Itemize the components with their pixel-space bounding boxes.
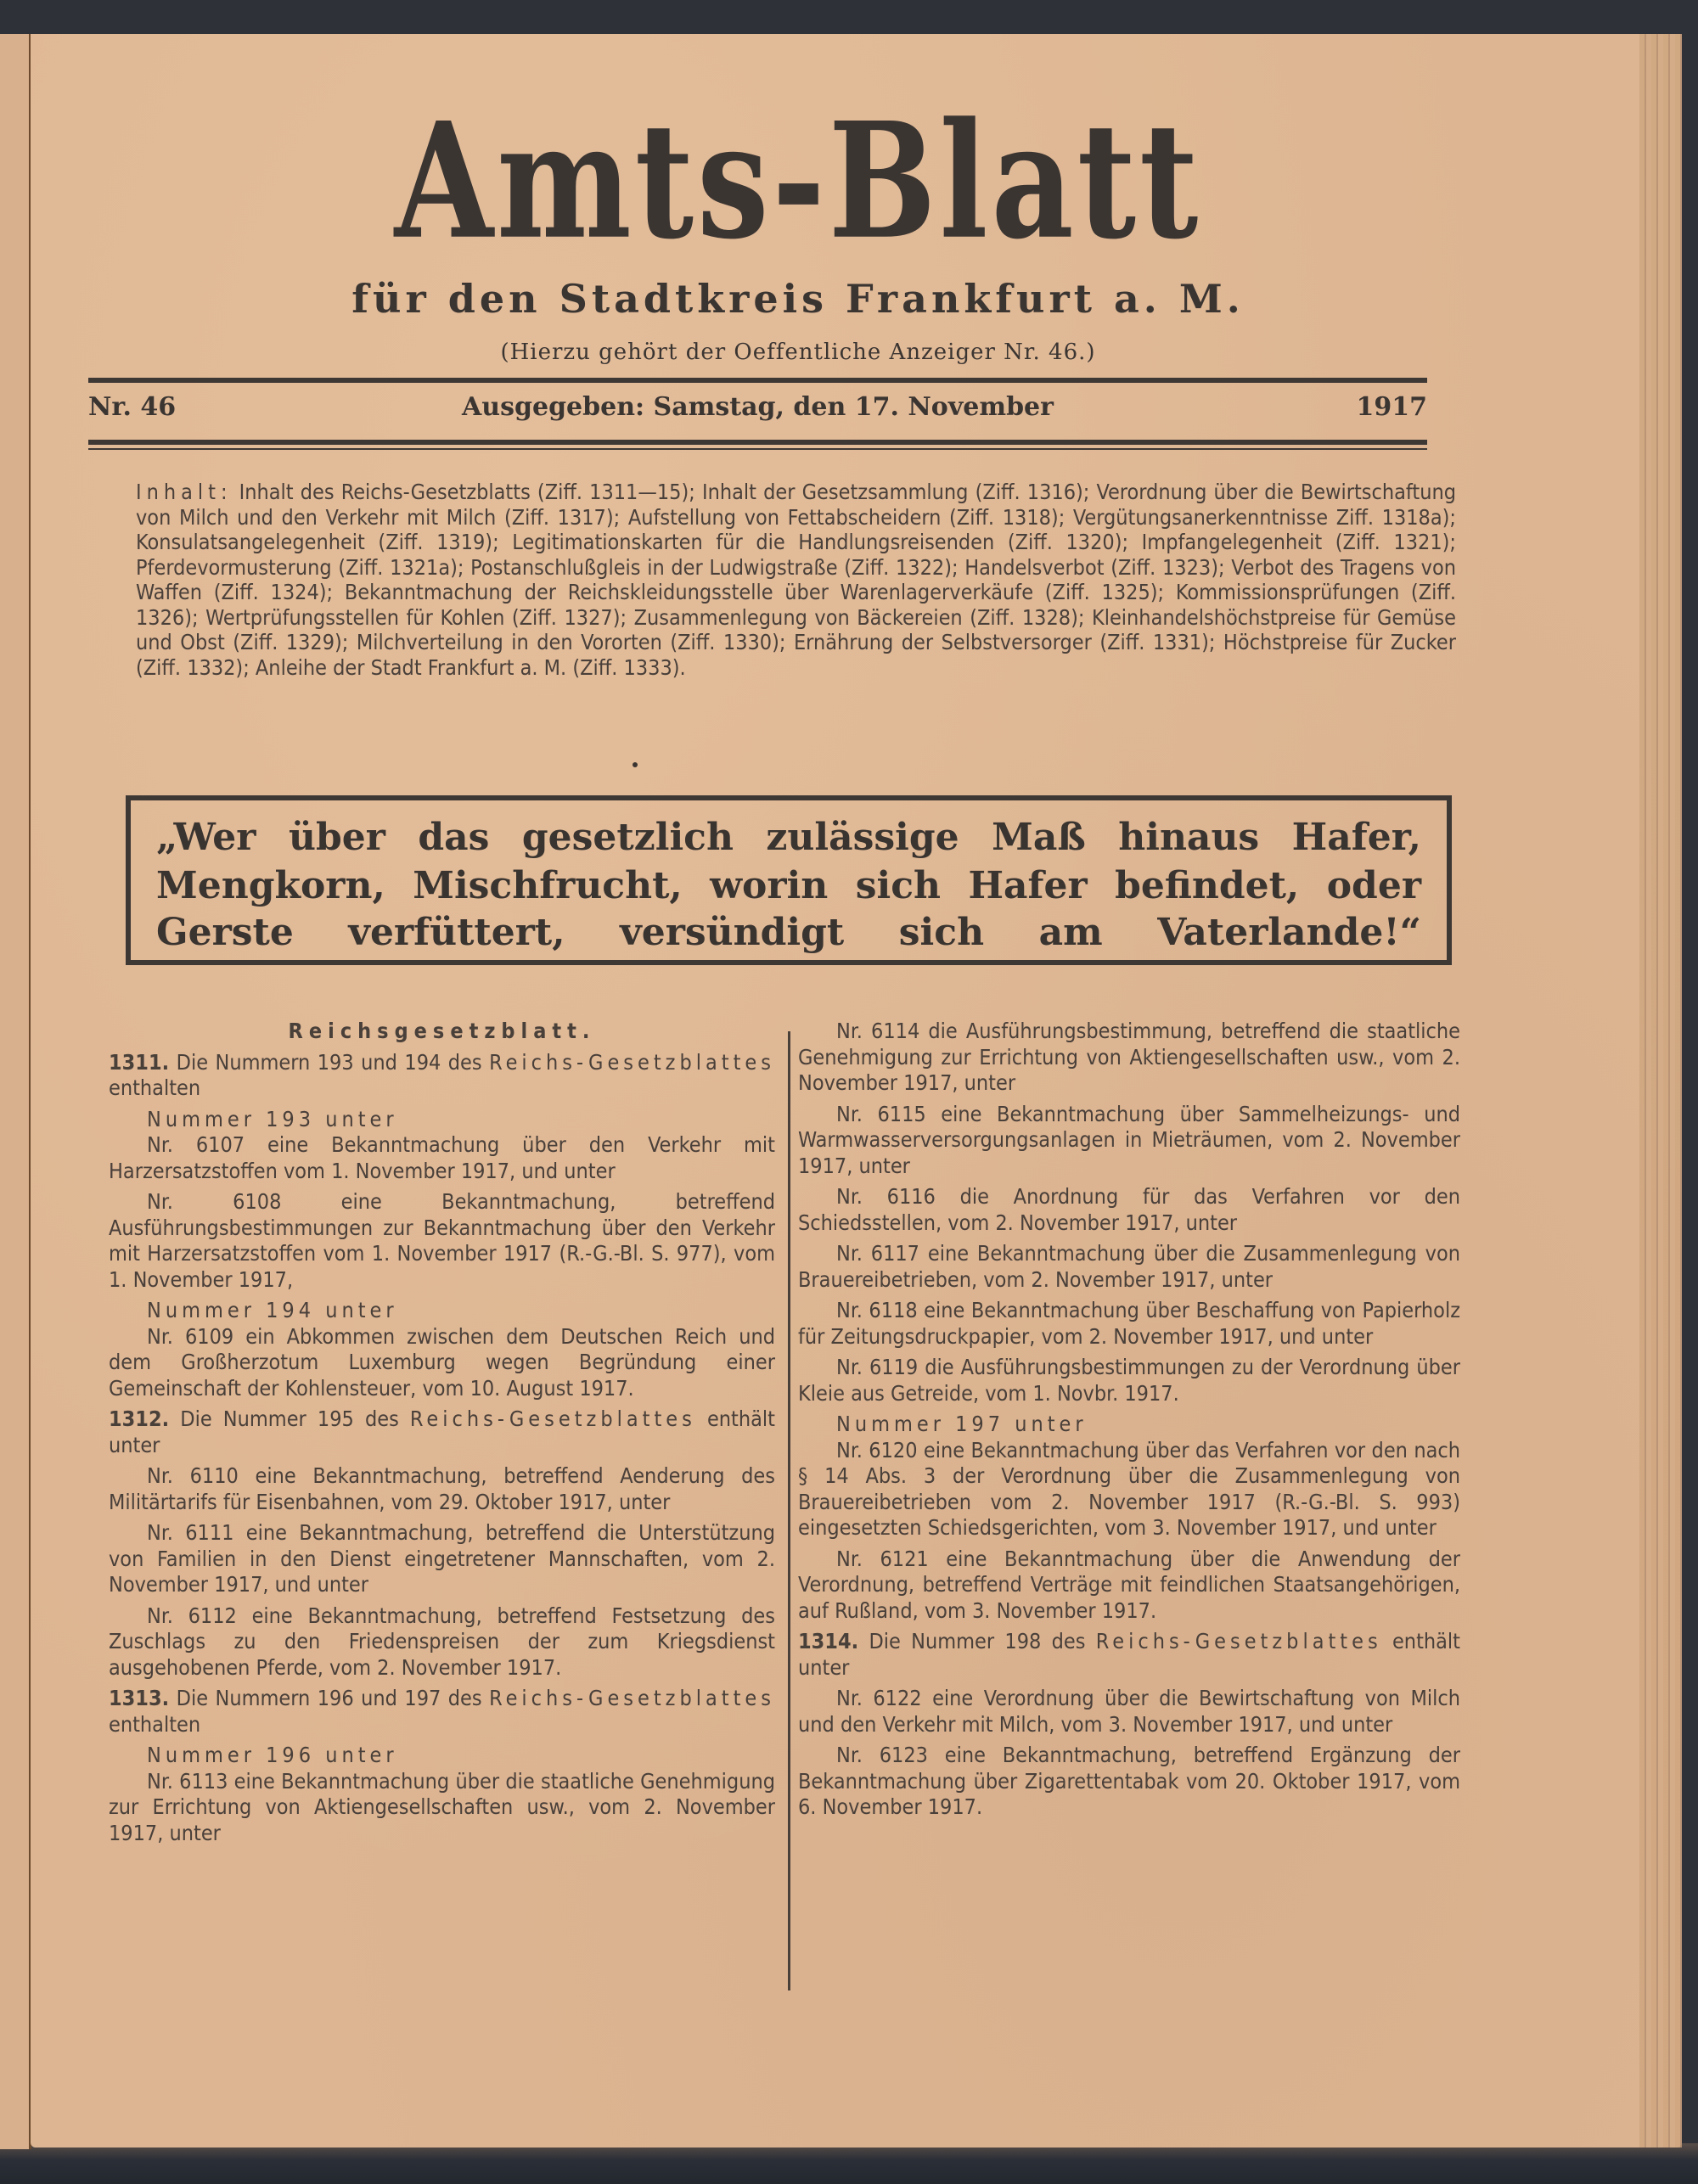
gazette-item: Nr. 6114 die Ausführungsbestimmung, betreffend die staatliche Genehmigung zur Errichtung von Aktiengesellschaften usw., vom 2. November 1917, unter: [798, 1019, 1460, 1095]
issue-year: 1917: [1356, 392, 1427, 422]
gazette-entry: [109, 1686, 775, 1738]
right-column: [798, 1019, 1460, 1826]
gazette-item: Nr. 6119 die Ausführungsbestimmungen zu der Verordnung über Kleie aus Getreide, vom 1. Novbr. 1917.: [798, 1355, 1460, 1406]
header-rule-thin: [88, 448, 1427, 450]
gazette-item: Nr. 6123 eine Bekanntmachung, betreffend Ergänzung der Bekanntmachung über Zigarettentabak vom 20. Oktober 1917, vom 6. November 1917.: [798, 1743, 1460, 1819]
entry-text: Die Nummer 195 des: [180, 1406, 410, 1431]
header-rule-top: [88, 378, 1427, 383]
entry-spaced-title: Reichs-Gesetzblattes: [489, 1049, 775, 1075]
gazette-item: Nr. 6116 die Anordnung für das Verfahren vor den Schiedsstellen, vom 2. November 1917, unter: [798, 1184, 1460, 1235]
gazette-item: Nr. 6121 eine Bekanntmachung über die Anwendung der Verordnung, betreffend Verträge mit feindlichen Staatsangehörigen, auf Rußland, vom 3. November 1917.: [798, 1546, 1460, 1623]
gazette-entry: [109, 1406, 775, 1458]
notice-box: [126, 795, 1452, 965]
notice-line: Mengkorn, Mischfrucht, worin sich Hafer befindet, oder: [156, 864, 1421, 907]
gazette-item: Nr. 6107 eine Bekanntmachung über den Verkehr mit Harzersatzstoffen vom 1. November 1917, und unter: [109, 1132, 775, 1183]
page-stack-edge: [1639, 34, 1682, 2148]
entry-spaced-title: Reichs-Gesetzblattes: [1095, 1629, 1382, 1653]
gazette-item: Nr. 6108 eine Bekanntmachung, betreffend Ausführungsbestimmungen zur Bekanntmachung über den Verkehr mit Harzersatzstoffen vom 1. November 1917 (R.-G.-Bl. S. 977), vom 1. November 1917,: [109, 1189, 775, 1292]
entry-text: enthalten: [109, 1075, 201, 1100]
header-rule-bottom: [88, 440, 1427, 445]
gazette-item: Nr. 6122 eine Verordnung über die Bewirtschaftung von Milch und den Verkehr mit Milch, vom 3. November 1917, und unter: [798, 1686, 1460, 1737]
book-cover: [0, 2143, 1698, 2184]
issue-date: Ausgegeben: Samstag, den 17. November: [462, 392, 1054, 422]
table-of-contents: [136, 480, 1456, 680]
entry-number: 1312.: [109, 1406, 170, 1431]
gazette-item: Nr. 6117 eine Bekanntmachung über die Zusammenlegung von Brauereibetrieben, vom 2. November 1917, unter: [798, 1241, 1460, 1292]
entry-text: enthält unter: [109, 1406, 775, 1457]
gazette-item: Nr. 6115 eine Bekanntmachung über Sammelheizungs- und Warmwasserversorgungsanlagen in Mieträumen, vom 2. November 1917, unter: [798, 1101, 1460, 1178]
entry-number: 1311.: [109, 1049, 170, 1075]
issue-subheading: Nummer 196 unter: [147, 1743, 398, 1767]
issue-subheading: Nummer 193 unter: [147, 1106, 398, 1131]
gazette-item: Nr. 6120 eine Bekanntmachung über das Verfahren vor den nach § 14 Abs. 3 der Verordnung über die Zusammenlegung von Brauereibetrieben vom 2. November 1917 (R.-G.-Bl. S. 993) eingesetzten Schiedsgerichten, vom 3. November 1917, und unter: [798, 1437, 1460, 1540]
entry-text: Die Nummern 193 und 194 des: [176, 1049, 490, 1075]
entry-spaced-title: Reichs-Gesetzblattes: [489, 1686, 775, 1710]
entry-text: enthält unter: [798, 1629, 1460, 1680]
masthead-subtitle: für den Stadtkreis Frankfurt a. M.: [351, 276, 1245, 322]
issue-subheading: Nummer 197 unter: [836, 1412, 1088, 1436]
contents-label: Inhalt:: [136, 480, 233, 504]
notice-line: „Wer über das gesetzlich zulässige Maß hinaus Hafer,: [156, 816, 1421, 859]
left-column: [109, 1019, 775, 1851]
gazette-item: Nr. 6112 eine Bekanntmachung, betreffend Festsetzung des Zuschlags zu den Friedenspreisen der zum Kriegsdienst ausgehobenen Pferde, vom 2. November 1917.: [109, 1603, 775, 1680]
column-divider: [788, 1031, 790, 1990]
gazette-item: Nr. 6109 ein Abkommen zwischen dem Deutschen Reich und dem Großherzotum Luxemburg wegen Begründung einer Gemeinschaft der Kohlensteuer, vom 10. August 1917.: [109, 1323, 775, 1401]
gazette-item: Nr. 6111 eine Bekanntmachung, betreffend die Unterstützung von Familien in den Dienst eingetretener Mannschaften, vom 2. November 1917, und unter: [109, 1520, 775, 1597]
gazette-entry: [109, 1050, 775, 1102]
masthead-note: (Hierzu gehört der Oeffentliche Anzeiger Nr. 46.): [500, 340, 1096, 365]
gazette-entry: [798, 1629, 1460, 1681]
gazette-item: Nr. 6110 eine Bekanntmachung, betreffend Aenderung des Militärtarifs für Eisenbahnen, vom 29. Oktober 1917, unter: [109, 1463, 775, 1514]
entry-spaced-title: Reichs-Gesetzblattes: [409, 1406, 696, 1431]
masthead-title: Amts-Blatt: [394, 87, 1202, 275]
entry-number: 1313.: [109, 1686, 170, 1710]
entry-text: Die Nummer 198 des: [869, 1629, 1096, 1653]
entry-text: Die Nummern 196 und 197 des: [176, 1686, 490, 1710]
notice-line: Gerste verfüttert, versündigt sich am Vaterlande!“: [156, 911, 1421, 954]
issue-subheading: Nummer 194 unter: [147, 1298, 398, 1322]
gazette-item: Nr. 6118 eine Bekanntmachung über Beschaffung von Papierholz für Zeitungsdruckpapier, vom 2. November 1917, und unter: [798, 1298, 1460, 1349]
entry-text: enthalten: [109, 1711, 201, 1737]
gazette-item: Nr. 6113 eine Bekanntmachung über die staatliche Genehmigung zur Errichtung von Aktiengesellschaften usw., vom 2. November 1917, unter: [109, 1768, 775, 1845]
section-heading: Reichsgesetzblatt.: [288, 1019, 596, 1043]
entry-number: 1314.: [798, 1629, 859, 1653]
issue-number: Nr. 46: [88, 392, 177, 422]
contents-text: Inhalt des Reichs-Gesetzblatts (Ziff. 1311—15); Inhalt der Gesetzsammlung (Ziff. 1316); Verordnung über die Bewirtschaftung von Milch und den Verkehr mit Milch (Ziff. 1317); Aufstellung von Fettabscheidern (Ziff. 1318); Vergütungsanerkenntnisse Ziff. 1318a); Konsulatsangelegenheit (Ziff. 1319); Legitimationskarten für die Handlungsreisenden (Ziff. 1320); Impfangelegenheit (Ziff. 1321); Pferdevormusterung (Ziff. 1321a); Postanschlußgleis in der Ludwigstraße (Ziff. 1322); Handelsverbot (Ziff. 1323); Verbot des Tragens von Waffen (Ziff. 1324); Bekanntmachung der Reichskleidungsstelle über Warenlagerverkäufe (Ziff. 1325); Kommissionsprüfungen (Ziff. 1326); Wertprüfungsstellen für Kohlen (Ziff. 1327); Zusammenlegung von Bäckereien (Ziff. 1328); Kleinhandelshöchstpreise für Gemüse und Obst (Ziff. 1329); Milchverteilung in den Vororten (Ziff. 1330); Ernährung der Selbstversorger (Ziff. 1331); Höchstpreise für Zucker (Ziff. 1332); Anleihe der Stadt Frankfurt a. M. (Ziff. 1333).: [136, 480, 1456, 680]
issue-info-row: [88, 392, 1427, 431]
ornament-dot: [633, 762, 638, 767]
